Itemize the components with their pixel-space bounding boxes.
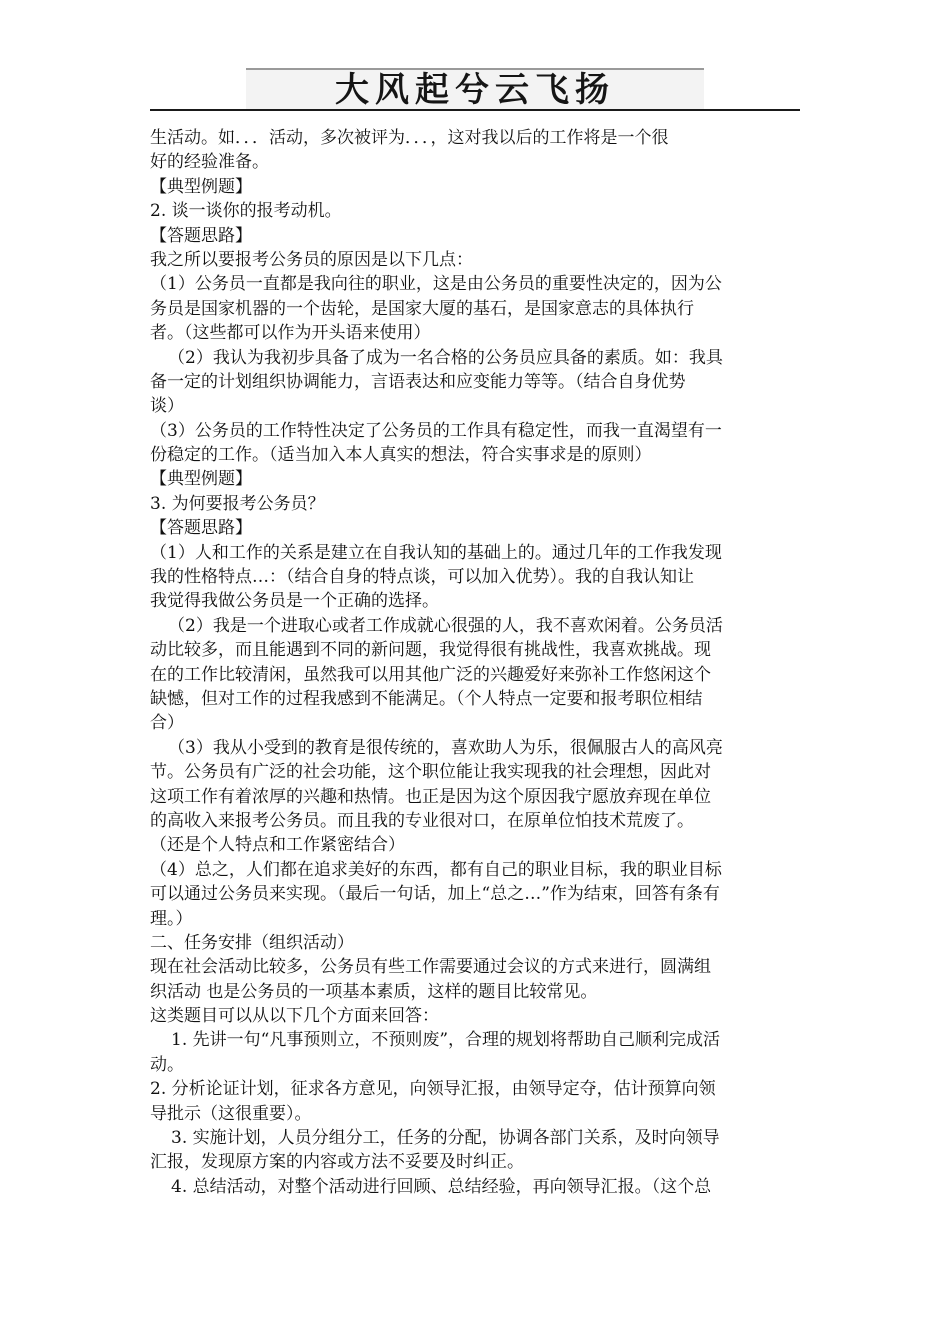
text-line: 我觉得我做公务员是一个正确的选择。 (150, 591, 439, 612)
banner-title: 大风起兮云飞扬 (335, 70, 615, 110)
text-line: 缺憾，但对工作的过程我感到不能满足。（个人特点一定要和报考职位相结 (150, 688, 703, 709)
text-line: 理。） (150, 908, 193, 929)
text-line: （2）我认为我初步具备了成为一名合格的公务员应具备的素质。如：我具 (168, 347, 723, 368)
text-line: 合） (150, 713, 184, 734)
text-line: 1. 先讲一句“凡事预则立，不预则废”，合理的规划将帮助自己顺利完成活 (171, 1030, 721, 1051)
text-line: （1）公务员一直都是我向往的职业，这是由公务员的重要性决定的，因为公 (150, 274, 722, 295)
text-line: 织活动 也是公务员的一项基本素质，这样的题目比较常见。 (150, 981, 598, 1002)
text-line: 【典型例题】 (150, 469, 252, 490)
text-line: 份稳定的工作。（适当加入本人真实的想法，符合实事求是的原则） (150, 445, 652, 466)
text-line: 的高收入来报考公务员。而且我的专业很对口，在原单位怕技术荒废了。 (150, 810, 694, 831)
text-line: 这类题目可以从以下几个方面来回答： (150, 1006, 439, 1027)
text-line: 动。 (150, 1054, 184, 1075)
text-line: 【典型例题】 (150, 176, 252, 197)
text-line: 我的性格特点…：（结合自身的特点谈，可以加入优势）。我的自我认知让 (150, 567, 694, 588)
text-line: 可以通过公务员来实现。（最后一句话，加上“总之…”作为结束，回答有条有 (150, 884, 720, 905)
text-line: （4）总之，人们都在追求美好的东西，都有自己的职业目标，我的职业目标 (150, 859, 722, 880)
text-line: 3. 实施计划，人员分组分工，任务的分配，协调各部门关系，及时向领导 (171, 1128, 720, 1149)
text-line: 汇报，发现原方案的内容或方法不妥要及时纠正。 (150, 1152, 524, 1173)
text-line: 【答题思路】 (150, 225, 252, 246)
text-line: 2. 分析论证计划，征求各方意见，向领导汇报，由领导定夺，估计预算向领 (150, 1079, 716, 1100)
text-line: 这项工作有着浓厚的兴趣和热情。也正是因为这个原因我宁愿放弃现在单位 (150, 786, 711, 807)
text-line: 3. 为何要报考公务员？ (150, 493, 325, 514)
text-line: 2. 谈一谈你的报考动机。 (150, 201, 342, 222)
text-line: 4. 总结活动，对整个活动进行回顾、总结经验，再向领导汇报。（这个总 (171, 1176, 712, 1197)
text-line: （3）公务员的工作特性决定了公务员的工作具有稳定性，而我一直渴望有一 (150, 420, 722, 441)
text-line: 动比较多，而且能遇到不同的新问题，我觉得很有挑战性，我喜欢挑战。现 (150, 640, 711, 661)
text-line: （3）我从小受到的教育是很传统的，喜欢助人为乐，很佩服古人的高风亮 (168, 737, 723, 758)
text-line: 我之所以要报考公务员的原因是以下几点： (150, 249, 473, 270)
text-line: 备一定的计划组织协调能力，言语表达和应变能力等等。（结合自身优势 (150, 371, 686, 392)
header-banner (246, 68, 704, 110)
text-line: 导批示（这很重要）。 (150, 1103, 312, 1124)
text-line: 现在社会活动比较多，公务员有些工作需要通过会议的方式来进行，圆满组 (150, 957, 711, 978)
text-line: （1）人和工作的关系是建立在自我认知的基础上的。通过几年的工作我发现 (150, 542, 722, 563)
text-line: 务员是国家机器的一个齿轮，是国家大厦的基石，是国家意志的具体执行 (150, 298, 694, 319)
text-line: 生活动。如．．．活动，多次被评为．．．，这对我以后的工作将是一个很 (150, 128, 669, 148)
document-body (150, 126, 800, 1199)
text-line: 节。公务员有广泛的社会功能，这个职位能让我实现我的社会理想，因此对 (150, 762, 711, 783)
text-line: 【答题思路】 (150, 518, 252, 539)
text-line: 二、任务安排（组织活动） (150, 932, 354, 953)
text-line: （还是个人特点和工作紧密结合） (150, 835, 405, 856)
header-divider (150, 109, 800, 111)
text-line: 在的工作比较清闲，虽然我可以用其他广泛的兴趣爱好来弥补工作悠闲这个 (150, 664, 711, 685)
text-line: （2）我是一个进取心或者工作成就心很强的人，我不喜欢闲着。公务员活 (168, 615, 723, 636)
text-line: 谈） (150, 396, 184, 417)
text-line: 者。（这些都可以作为开头语来使用） (150, 323, 431, 344)
text-line: 好的经验准备。 (150, 152, 269, 173)
